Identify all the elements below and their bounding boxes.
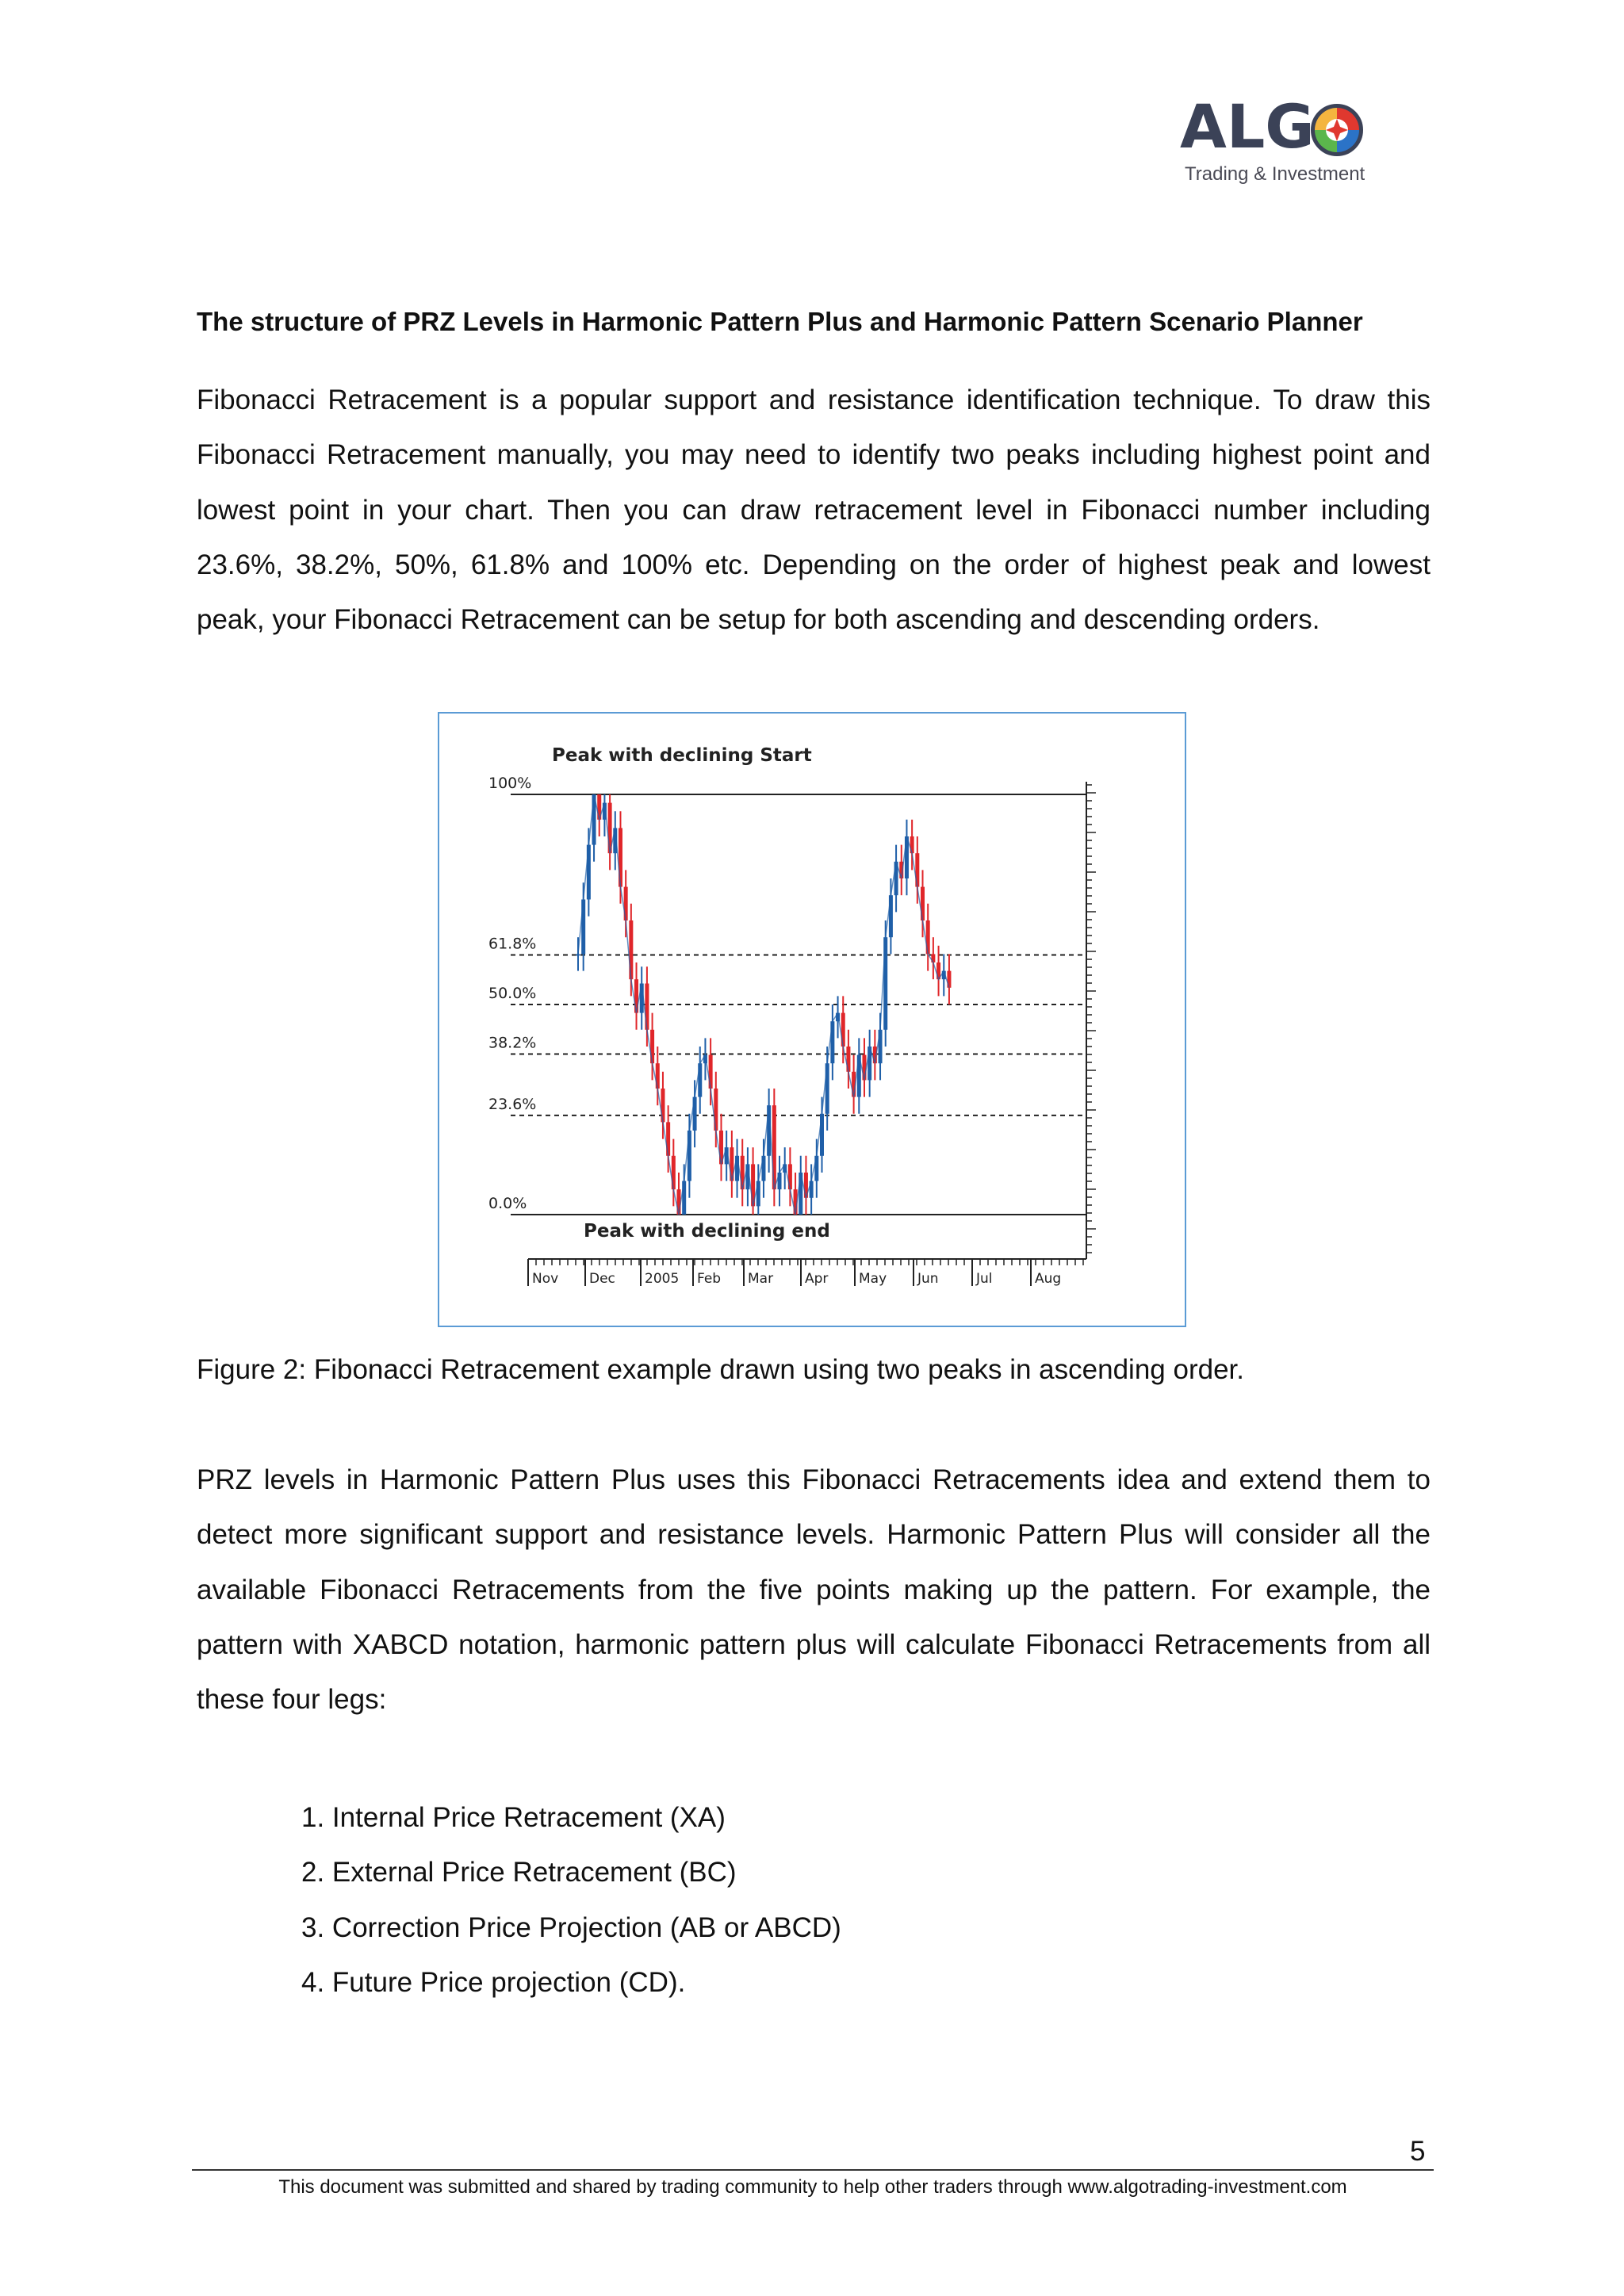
x-axis-label: Jun — [917, 1271, 939, 1287]
x-axis-label: Dec — [589, 1271, 615, 1287]
annotation-end: Peak with declining end — [584, 1221, 830, 1242]
x-axis-label: Aug — [1035, 1271, 1062, 1287]
fibonacci-figure — [438, 712, 1186, 1327]
price-bar — [587, 845, 591, 900]
price-bar — [862, 1055, 866, 1081]
list-item: 2. External Price Retracement (BC) — [301, 1857, 737, 1888]
figure-caption: Figure 2: Fibonacci Retracement example drawn using two peaks in ascending order. — [197, 1354, 1244, 1385]
section-heading: The structure of PRZ Levels in Harmonic Pattern Plus and Harmonic Pattern Scenario Planner — [197, 307, 1363, 336]
x-axis-label: Jul — [976, 1271, 993, 1287]
price-bar — [581, 900, 585, 955]
logo-wordmark: ALG — [1180, 91, 1315, 162]
price-bar — [693, 1097, 697, 1131]
price-bar — [661, 1089, 665, 1122]
x-axis-label: Feb — [697, 1271, 722, 1287]
body-paragraph: PRZ levels in Harmonic Pattern Plus uses this Fibonacci Retracements idea and extend them to detect more significant support and resistance levels. Harmonic Pattern Plus will consider all the available Fibonacci Retracements from the five points making up the pattern. For example, the pattern with XABCD notation, harmonic pattern plus will calculate Fibonacci Retracements from all these four legs: — [197, 1464, 1431, 1716]
price-bar — [624, 887, 628, 920]
list-item: 3. Correction Price Projection (AB or ABCD) — [301, 1911, 841, 1943]
footer-divider — [192, 2169, 1434, 2171]
legs-list — [301, 1790, 841, 2010]
x-axis-label: Nov — [532, 1271, 559, 1287]
list-item: 4. Future Price projection (CD). — [301, 1966, 686, 1998]
company-logo — [1180, 91, 1370, 190]
intro-paragraph: Fibonacci Retracement is a popular support and resistance identification technique. To draw this Fibonacci Retracement manually, you may need to identify two peaks including highest point and lowest point in your chart. Then you can draw retracement level in Fibonacci number including 23.6%, 38.2%, 50%, 61.8% and 100% etc. Depending on the order of highest peak and lowest peak, your Fibonacci Retracement can be setup for both ascending and descending orders. — [197, 385, 1431, 636]
fibonacci-chart — [439, 714, 1185, 1326]
price-bar — [688, 1131, 691, 1181]
fib-level-label: 61.8% — [488, 935, 537, 953]
x-axis-label: 2005 — [645, 1271, 680, 1287]
price-bar — [761, 1156, 765, 1181]
price-bar — [830, 1021, 834, 1063]
price-bar — [825, 1063, 829, 1114]
fib-level-label: 0.0% — [488, 1195, 527, 1212]
price-bar — [698, 1063, 702, 1096]
price-bar — [576, 954, 580, 955]
fib-level-label: 38.2% — [488, 1034, 537, 1052]
price-bar — [619, 828, 622, 886]
x-axis-label: Apr — [805, 1271, 829, 1287]
x-axis-label: Mar — [748, 1271, 774, 1287]
fib-level-label: 100% — [488, 775, 532, 792]
annotation-start: Peak with declining Start — [552, 745, 812, 766]
price-bar — [656, 1063, 660, 1089]
list-item: 1. Internal Price Retracement (XA) — [301, 1802, 726, 1833]
fib-level-label: 50.0% — [488, 985, 537, 1002]
x-axis-label: May — [859, 1271, 887, 1287]
logo-globe-icon — [1308, 101, 1365, 159]
page-number: 5 — [1410, 2136, 1426, 2167]
footer-text: This document was submitted and shared by trading community to help other traders through www.algotrading-investment.com — [278, 2176, 1347, 2198]
logo-tagline: Trading & Investment — [1185, 163, 1365, 185]
fib-level-label: 23.6% — [488, 1095, 537, 1113]
